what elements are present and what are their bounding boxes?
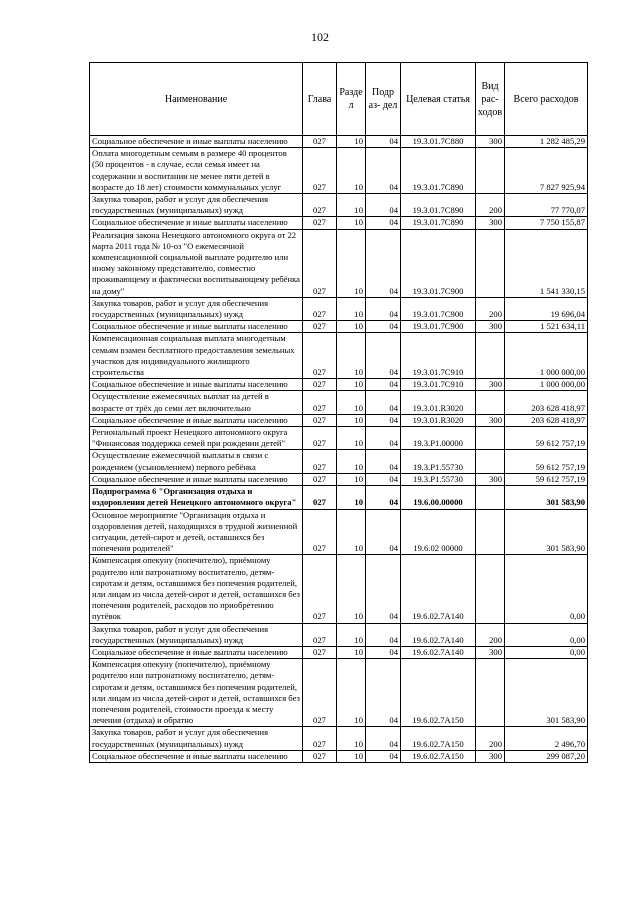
cell-name: Социальное обеспечение и иные выплаты населению: [90, 136, 303, 148]
cell-vid: 300: [476, 646, 505, 658]
cell-vid: [476, 555, 505, 623]
table-body: [90, 136, 588, 763]
cell-target: 19.3.P1.55730: [401, 450, 476, 473]
table-row: [90, 379, 588, 391]
cell-name: Компенсация опекуну (попечителю), приёмному родителю или патронатному воспитателю, детям-сиротам и детям, оставшимся без попечения родителей, или лицам из числа детей-сирот и детей, оставшихся без попечения родителей, стоимости проезда к месту лечения (отдыха) и обратно: [90, 659, 303, 727]
cell-razdel: 10: [337, 727, 366, 750]
cell-name: Реализация закона Ненецкого автономного округа от 22 марта 2011 года № 10-оз "О ежемесячной компенсационной социальной выплате родителю или иному законному представителю, совместно проживающему и фактически воспитывающему ребёнка на дому": [90, 229, 303, 297]
cell-glava: 027: [303, 727, 337, 750]
page-number: 102: [311, 30, 329, 44]
cell-glava: 027: [303, 509, 337, 555]
cell-podrazdel: 04: [366, 450, 401, 473]
table-row: [90, 229, 588, 297]
cell-razdel: 10: [337, 333, 366, 379]
cell-vid: 300: [476, 136, 505, 148]
cell-target: 19.3.01.7С900: [401, 297, 476, 320]
cell-razdel: 10: [337, 646, 366, 658]
cell-razdel: 10: [337, 379, 366, 391]
cell-total: 299 087,20: [505, 750, 588, 762]
budget-table: [89, 62, 588, 763]
cell-total: 1 282 485,29: [505, 136, 588, 148]
cell-glava: 027: [303, 450, 337, 473]
cell-total: 77 770,07: [505, 194, 588, 217]
cell-total: 1 000 000,00: [505, 379, 588, 391]
cell-total: 7 827 925,94: [505, 148, 588, 194]
cell-name: Оплата многодетным семьям в размере 40 процентов (50 процентов - в случае, если семья имеет на содержании и воспитании не менее пяти детей в возрасте до 18 лет) стоимости коммунальных услуг: [90, 148, 303, 194]
cell-total: 203 628 418,97: [505, 391, 588, 414]
cell-target: 19.3.01.R3020: [401, 414, 476, 426]
table-row: [90, 321, 588, 333]
table-row: [90, 414, 588, 426]
cell-total: 59 612 757,19: [505, 473, 588, 485]
cell-glava: 027: [303, 229, 337, 297]
cell-glava: 027: [303, 555, 337, 623]
cell-podrazdel: 04: [366, 427, 401, 450]
cell-razdel: 10: [337, 486, 366, 509]
cell-podrazdel: 04: [366, 321, 401, 333]
cell-total: 0,00: [505, 555, 588, 623]
cell-total: 2 496,70: [505, 727, 588, 750]
cell-name: Закупка товаров, работ и услуг для обеспечения государственных (муниципальных) нужд: [90, 623, 303, 646]
header-vid: Вид рас- ходов: [476, 63, 505, 136]
cell-glava: 027: [303, 297, 337, 320]
table-row: [90, 486, 588, 509]
cell-vid: [476, 486, 505, 509]
cell-vid: 300: [476, 750, 505, 762]
cell-target: 19.6.02.7А150: [401, 750, 476, 762]
cell-glava: 027: [303, 148, 337, 194]
cell-name: Социальное обеспечение и иные выплаты населению: [90, 321, 303, 333]
cell-vid: 300: [476, 414, 505, 426]
cell-glava: 027: [303, 646, 337, 658]
cell-podrazdel: 04: [366, 486, 401, 509]
cell-target: 19.6.02 00000: [401, 509, 476, 555]
cell-glava: 027: [303, 194, 337, 217]
cell-total: 1 541 330,15: [505, 229, 588, 297]
table-row: [90, 333, 588, 379]
cell-glava: 027: [303, 391, 337, 414]
cell-glava: 027: [303, 427, 337, 450]
header-target: Целевая статья: [401, 63, 476, 136]
cell-glava: 027: [303, 321, 337, 333]
cell-razdel: 10: [337, 427, 366, 450]
cell-glava: 027: [303, 486, 337, 509]
cell-target: 19.3.01.7С900: [401, 229, 476, 297]
cell-target: 19.6.02.7А150: [401, 659, 476, 727]
cell-target: 19.6.02.7А140: [401, 646, 476, 658]
table-row: [90, 148, 588, 194]
cell-podrazdel: 04: [366, 750, 401, 762]
header-name: Наименование: [90, 63, 303, 136]
table-row: [90, 727, 588, 750]
cell-razdel: 10: [337, 414, 366, 426]
cell-name: Основное мероприятие "Организация отдыха и оздоровления детей, находящихся в трудной жизненной ситуации, детей-сирот и детей, оставшихся без попечения родителей": [90, 509, 303, 555]
cell-target: 19.3.01.7С910: [401, 333, 476, 379]
cell-name: Закупка товаров, работ и услуг для обеспечения государственных (муниципальных) нужд: [90, 727, 303, 750]
cell-total: 301 583,90: [505, 486, 588, 509]
cell-name: Осуществление ежемесячной выплаты в связи с рождением (усыновлением) первого ребёнка: [90, 450, 303, 473]
cell-name: Компенсационная социальная выплата многодетным семьям взамен бесплатного предоставления земельных участков для индивидуального жилищного строительства: [90, 333, 303, 379]
cell-total: 203 628 418,97: [505, 414, 588, 426]
cell-podrazdel: 04: [366, 333, 401, 379]
cell-vid: 200: [476, 297, 505, 320]
cell-total: 301 583,90: [505, 659, 588, 727]
cell-glava: 027: [303, 414, 337, 426]
cell-vid: [476, 391, 505, 414]
cell-podrazdel: 04: [366, 659, 401, 727]
cell-razdel: 10: [337, 509, 366, 555]
cell-vid: [476, 229, 505, 297]
cell-razdel: 10: [337, 136, 366, 148]
header-razdel: Разде л: [337, 63, 366, 136]
table-row: [90, 646, 588, 658]
cell-vid: 300: [476, 379, 505, 391]
cell-target: 19.3.01.7С900: [401, 321, 476, 333]
cell-vid: 200: [476, 623, 505, 646]
cell-target: 19.6.00.00000: [401, 486, 476, 509]
cell-podrazdel: 04: [366, 379, 401, 391]
cell-target: 19.3.01.7С880: [401, 136, 476, 148]
cell-podrazdel: 04: [366, 623, 401, 646]
table-row: [90, 450, 588, 473]
cell-vid: 300: [476, 473, 505, 485]
cell-razdel: 10: [337, 194, 366, 217]
cell-razdel: 10: [337, 148, 366, 194]
cell-total: 1 521 634,11: [505, 321, 588, 333]
cell-name: Региональный проект Ненецкого автономного округа "Финансовая поддержка семей при рождении детей": [90, 427, 303, 450]
cell-podrazdel: 04: [366, 194, 401, 217]
cell-target: 19.3.01.7С890: [401, 194, 476, 217]
cell-vid: [476, 450, 505, 473]
table-row: [90, 659, 588, 727]
cell-total: 59 612 757,19: [505, 450, 588, 473]
cell-name: Закупка товаров, работ и услуг для обеспечения государственных (муниципальных) нужд: [90, 194, 303, 217]
cell-vid: [476, 333, 505, 379]
cell-podrazdel: 04: [366, 136, 401, 148]
table-row: [90, 217, 588, 229]
cell-total: 0,00: [505, 623, 588, 646]
cell-total: 0,00: [505, 646, 588, 658]
cell-glava: 027: [303, 750, 337, 762]
header-glava: Глава: [303, 63, 337, 136]
cell-podrazdel: 04: [366, 217, 401, 229]
cell-vid: [476, 148, 505, 194]
cell-podrazdel: 04: [366, 229, 401, 297]
cell-total: 301 583,90: [505, 509, 588, 555]
header-total: Всего расходов: [505, 63, 588, 136]
table-header-row: [90, 63, 588, 136]
cell-vid: 300: [476, 321, 505, 333]
cell-vid: 200: [476, 194, 505, 217]
table-row: [90, 750, 588, 762]
cell-glava: 027: [303, 136, 337, 148]
cell-target: 19.6.02.7А140: [401, 623, 476, 646]
cell-vid: 200: [476, 727, 505, 750]
cell-name: Социальное обеспечение и иные выплаты населению: [90, 646, 303, 658]
cell-glava: 027: [303, 659, 337, 727]
cell-glava: 027: [303, 623, 337, 646]
cell-name: Социальное обеспечение и иные выплаты населению: [90, 750, 303, 762]
cell-name: Социальное обеспечение и иные выплаты населению: [90, 473, 303, 485]
cell-name: Социальное обеспечение и иные выплаты населению: [90, 379, 303, 391]
cell-podrazdel: 04: [366, 727, 401, 750]
table-row: [90, 555, 588, 623]
cell-name: Социальное обеспечение и иные выплаты населению: [90, 217, 303, 229]
cell-razdel: 10: [337, 321, 366, 333]
cell-razdel: 10: [337, 217, 366, 229]
cell-name: Подпрограмма 6 "Организация отдыха и оздоровления детей Ненецкого автономного округа": [90, 486, 303, 509]
cell-total: 19 696,04: [505, 297, 588, 320]
cell-razdel: 10: [337, 623, 366, 646]
cell-podrazdel: 04: [366, 148, 401, 194]
cell-target: 19.6.02.7А150: [401, 727, 476, 750]
cell-razdel: 10: [337, 229, 366, 297]
cell-podrazdel: 04: [366, 473, 401, 485]
cell-podrazdel: 04: [366, 555, 401, 623]
cell-name: Закупка товаров, работ и услуг для обеспечения государственных (муниципальных) нужд: [90, 297, 303, 320]
table-row: [90, 509, 588, 555]
cell-target: 19.3.P1.00000: [401, 427, 476, 450]
cell-target: 19.3.01.7С890: [401, 217, 476, 229]
cell-name: Осуществление ежемесячных выплат на детей в возрасте от трёх до семи лет включительно: [90, 391, 303, 414]
cell-target: 19.3.01.R3020: [401, 391, 476, 414]
cell-total: 59 612 757,19: [505, 427, 588, 450]
cell-podrazdel: 04: [366, 646, 401, 658]
table-row: [90, 136, 588, 148]
cell-total: 7 750 155,87: [505, 217, 588, 229]
cell-razdel: 10: [337, 391, 366, 414]
cell-razdel: 10: [337, 659, 366, 727]
cell-glava: 027: [303, 217, 337, 229]
cell-razdel: 10: [337, 750, 366, 762]
header-podrazdel: Подр аз- дел: [366, 63, 401, 136]
cell-target: 19.3.01.7С890: [401, 148, 476, 194]
table-row: [90, 391, 588, 414]
cell-name: Компенсация опекуну (попечителю), приёмному родителю или патронатному воспитателю, детям-сиротам и детям, оставшимся без попечения родителей, или лицам из числа детей-сирот и детей, оставшихся без попечения родителей, расходов по приобретению путёвок: [90, 555, 303, 623]
cell-razdel: 10: [337, 555, 366, 623]
cell-podrazdel: 04: [366, 391, 401, 414]
table-row: [90, 297, 588, 320]
cell-total: 1 000 000,00: [505, 333, 588, 379]
table-row: [90, 473, 588, 485]
cell-vid: [476, 659, 505, 727]
cell-razdel: 10: [337, 450, 366, 473]
table-row: [90, 194, 588, 217]
cell-target: 19.6.02.7А140: [401, 555, 476, 623]
cell-vid: [476, 427, 505, 450]
cell-vid: 300: [476, 217, 505, 229]
cell-razdel: 10: [337, 297, 366, 320]
cell-razdel: 10: [337, 473, 366, 485]
cell-name: Социальное обеспечение и иные выплаты населению: [90, 414, 303, 426]
cell-glava: 027: [303, 473, 337, 485]
cell-podrazdel: 04: [366, 414, 401, 426]
cell-target: 19.3.P1.55730: [401, 473, 476, 485]
table-row: [90, 427, 588, 450]
cell-podrazdel: 04: [366, 509, 401, 555]
cell-glava: 027: [303, 379, 337, 391]
cell-target: 19.3.01.7С910: [401, 379, 476, 391]
cell-podrazdel: 04: [366, 297, 401, 320]
cell-vid: [476, 509, 505, 555]
table-row: [90, 623, 588, 646]
cell-glava: 027: [303, 333, 337, 379]
